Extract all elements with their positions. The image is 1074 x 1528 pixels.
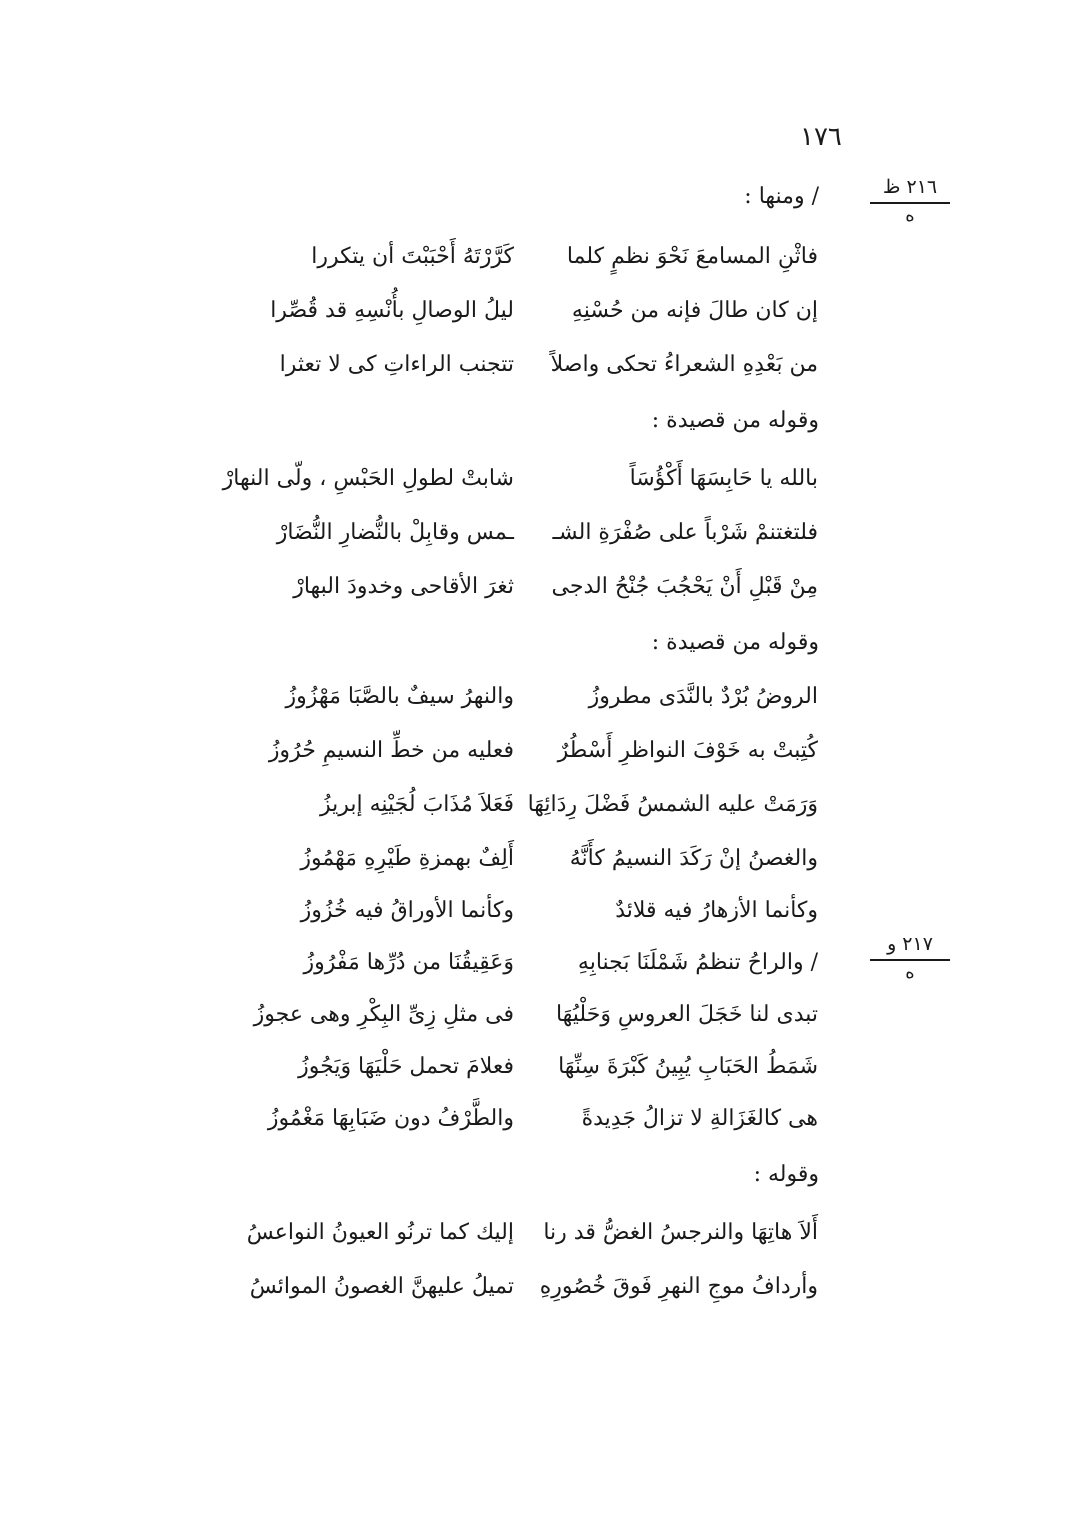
verse-hemistich-first: فلتغتنمْ شَرْباً على صُفْرَةِ الشـ bbox=[552, 520, 818, 545]
verse-hemistich-second: وَعَقِيقُنَا من دُرِّها مَفْرُوزُ bbox=[303, 950, 514, 975]
verse-hemistich-second: شابتْ لطولِ الحَبْسِ ، ولّى النهارْ bbox=[222, 466, 514, 491]
verse-hemistich-first: وكأنما الأزهارُ فيه قلائدٌ bbox=[615, 898, 818, 923]
section-heading: وقوله من قصيدة : bbox=[651, 630, 819, 655]
verse-hemistich-first: شَمَطُ الحَبَابِ يُبِينُ كَبْرَةَ سِنِّهَا bbox=[558, 1054, 818, 1079]
verse-hemistich-second: فَعَلاَ مُذَابَ لُجَيْنِه إبريزُ bbox=[319, 792, 514, 817]
verse-hemistich-first: فاثْنِ المسامعَ نَحْوَ نظمٍ كلما bbox=[566, 244, 818, 269]
verse-hemistich-first: هى كالغَزَالةِ لا تزالُ جَدِيدةً bbox=[581, 1106, 818, 1131]
verse-hemistich-second: إليك كما ترنُو العيونُ النواعسُ bbox=[246, 1220, 514, 1245]
verse-hemistich-first: وَرَمَتْ عليه الشمسُ فَضْلَ رِدَائِهَا bbox=[527, 792, 818, 817]
section-heading: وقوله من قصيدة : bbox=[651, 408, 819, 433]
verse-hemistich-second: أَلِفٌ بهمزةِ طَيْرِهِ مَهْمُوزُ bbox=[300, 846, 514, 871]
verse-hemistich-second: تميلُ عليهنَّ الغصونُ الموائسُ bbox=[249, 1274, 514, 1299]
verse-hemistich-second: وكأنما الأوراقُ فيه خُزُوزُ bbox=[300, 898, 514, 923]
verse-hemistich-first: بالله يا حَابِسَهَا أَكْؤُسَاً bbox=[629, 466, 818, 491]
verse-hemistich-first: والغصنُ إنْ رَكَدَ النسيمُ كأَنَّهُ bbox=[569, 846, 818, 871]
verse-hemistich-second: والطَّرْفُ دون ضَبَابِهَا مَغْمُوزُ bbox=[267, 1106, 514, 1131]
verse-hemistich-second: ـمس وقابِلْ بالنُّضارِ النُّضَارْ bbox=[276, 520, 514, 545]
folio-ref: ٢١٧ و bbox=[870, 933, 950, 961]
verse-hemistich-second: ليلُ الوصالِ بأُنْسِهِ قد قُصِّرا bbox=[270, 298, 514, 323]
section-heading: / ومنها : bbox=[744, 184, 819, 209]
page-number: ١٧٦ bbox=[800, 122, 842, 152]
verse-hemistich-first: إن كان طالَ فإنه من حُسْنِهِ bbox=[571, 298, 818, 323]
section-heading: وقوله : bbox=[753, 1162, 819, 1187]
verse-hemistich-second: تتجنب الراءاتِ كى لا تعثرا bbox=[279, 352, 514, 377]
folio-note-216 bbox=[870, 176, 950, 228]
folio-note-217 bbox=[870, 933, 950, 985]
verse-hemistich-first: / والراحُ تنظمُ شَمْلَنَا بَجنابِهِ bbox=[577, 950, 818, 975]
verse-hemistich-second: فى مثلِ زِىِّ البِكْرِ وهى عجوزُ bbox=[253, 1002, 514, 1027]
verse-hemistich-second: والنهرُ سيفٌ بالصَّبَا مَهْزُوزُ bbox=[285, 684, 514, 709]
verse-hemistich-first: وأردافُ موجِ النهرِ فَوقَ خُصُورِهِ bbox=[539, 1274, 818, 1299]
folio-sub: ه bbox=[905, 205, 915, 226]
verse-hemistich-first: الروضُ بُرْدٌ بالنَّدَى مطروزُ bbox=[588, 684, 818, 709]
verse-hemistich-first: مِنْ قَبْلِ أَنْ يَحْجُبَ جُنْحُ الدجى bbox=[551, 574, 818, 599]
verse-hemistich-second: كَرَّرْتَهُ أَحْبَبْتَ أن يتكررا bbox=[311, 244, 514, 269]
folio-ref: ٢١٦ ظ bbox=[870, 176, 950, 204]
verse-hemistich-first: أَلاَ هاتِهَا والنرجسُ الغضُّ قد رنا bbox=[543, 1220, 818, 1245]
verse-hemistich-second: فعليه من خطِّ النسيمِ حُرُوزُ bbox=[268, 738, 514, 763]
verse-hemistich-first: من بَعْدِهِ الشعراءُ تحكى واصلاً bbox=[550, 352, 818, 377]
verse-hemistich-first: كُتِبتْ به خَوْفَ النواظرِ أَسْطُرٌ bbox=[557, 738, 818, 763]
verse-hemistich-second: فعلامَ تحمل حَلْيَهَا وَيَجُوزُ bbox=[298, 1054, 514, 1079]
verse-hemistich-first: تبدى لنا خَجَلَ العروسِ وَحَلْيُهَا bbox=[555, 1002, 818, 1027]
folio-sub: ه bbox=[905, 962, 915, 983]
verse-hemistich-second: ثغرَ الأقاحى وخدودَ البهارْ bbox=[293, 574, 514, 599]
